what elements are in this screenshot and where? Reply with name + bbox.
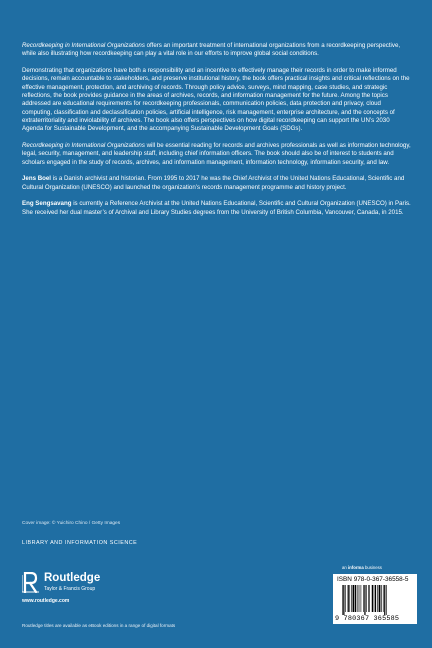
publisher-website: www.routledge.com (22, 598, 70, 604)
blurb-text: offers an important treatment of international organizations from a recordkeeping perspective, while also illustrating how recordkeeping can play a vital role in our efforts to improve global social conditions. (22, 42, 401, 58)
barcode-bar (372, 585, 373, 612)
barcode-panel (333, 574, 417, 624)
barcode-bar (369, 585, 370, 612)
informa-suffix: business (363, 565, 382, 570)
barcode-bar (348, 585, 349, 612)
author-bio-1 (22, 175, 412, 192)
barcode-bar (351, 585, 352, 612)
publisher-name: Routledge (44, 572, 101, 585)
barcode-bar (366, 585, 367, 612)
barcode-bar (358, 585, 359, 612)
author-name: Eng Sengsavang (22, 200, 72, 208)
barcode-bar (353, 585, 355, 612)
book-title-italic: Recordkeeping in International Organizations (22, 42, 145, 49)
book-title-italic: Recordkeeping in International Organizations (22, 141, 145, 149)
barcode-bar (363, 585, 364, 612)
blurb-text: Demonstrating that organizations have both a responsibility and an incentive to effectively manage their records in order to make informed decisions, remain accountable to stakeholders, and preserve institutional history, the book offers practical insights and critical reflections on the effective management, protection, and archiving of records. Through policy advice, surveys, mind mapping, case studies, and strategic reflections, the book provides guidance in the areas of archives, records, and information management for the future. Among the topics addressed are educational requirements for recordkeeping professionals, communication policies, data protection and privacy, cloud computing, classification and declassification policies, artificial intelligence, risk management, enterprise architecture, and the concepts of extraterritoriality and inviolability of archives. The book also offers perspectives on how digital recordkeeping can support the UN’s 2030 Agenda for Sustainable Development, and the accompanying Sustainable Development Goals (SDGs). (22, 66, 410, 133)
barcode-bar (374, 585, 375, 612)
barcode-bar (368, 585, 369, 612)
blurb-paragraph-2 (22, 67, 412, 134)
barcode-bar (364, 585, 365, 615)
barcode-bar (355, 585, 356, 612)
publisher-logo (22, 572, 100, 593)
barcode-bar (375, 585, 376, 612)
barcode-bar (386, 585, 387, 615)
barcode-bar (379, 585, 381, 612)
barcode-bar (342, 585, 343, 615)
barcode-bar (345, 585, 346, 612)
barcode-bar (349, 585, 350, 612)
author-bio-text: is a Danish archivist and historian. From 1995 to 2017 he was the Chief Archivist of the United Nations Educational, Scientific and Cultural Organization (UNESCO) and launched the organization’s records management programme and history project. (22, 175, 405, 191)
informa-tagline (342, 565, 382, 570)
author-bio-2 (22, 200, 412, 217)
blurb-paragraph-3 (22, 142, 412, 167)
publisher-wordmark (44, 573, 100, 592)
author-bio-text: is currently a Reference Archivist at the United Nations Educational, Scientific and Cultural Organization (UNESCO) in Paris. She received her dual master’s of Archival and Library Studies degrees from the University of British Columbia, Vancouver, Canada, in 2015. (22, 200, 411, 216)
blurb-paragraph-1 (22, 42, 412, 59)
routledge-r-logo-icon (22, 572, 39, 593)
barcode-bar (381, 585, 382, 612)
barcode-bar (361, 585, 362, 612)
informa-prefix: an (342, 565, 348, 570)
barcode-bar (377, 585, 378, 612)
barcode-bar (343, 585, 344, 615)
publisher-group: Taylor & Francis Group (44, 585, 96, 592)
back-cover-copy (22, 42, 412, 225)
barcode-bar (359, 585, 360, 612)
ean-digits: 9 780367 365585 (335, 615, 400, 623)
isbn-label: ISBN 978-0-367-36558-5 (337, 576, 409, 583)
informa-brand: informa (347, 565, 364, 570)
barcode-bar (383, 585, 384, 612)
subject-category: LIBRARY AND INFORMATION SCIENCE (22, 540, 138, 546)
cover-image-credit: Cover image: © Yuichiro Chino / Getty Images (22, 521, 121, 526)
blurb-text: will be essential reading for records and archives professionals as well as information technology, legal, security, management, and leadership staff, including chief information officers. The book should also be of interest to students and scholars engaged in the study of records, archives, and information management, information technology, information security, and law. (22, 141, 411, 166)
ean-barcode-icon (342, 585, 410, 615)
barcode-bar (384, 585, 385, 615)
ebook-availability-note: Routledge titles are available as eBook editions in a range of digital formats (22, 623, 176, 628)
author-name: Jens Boel (22, 175, 52, 183)
